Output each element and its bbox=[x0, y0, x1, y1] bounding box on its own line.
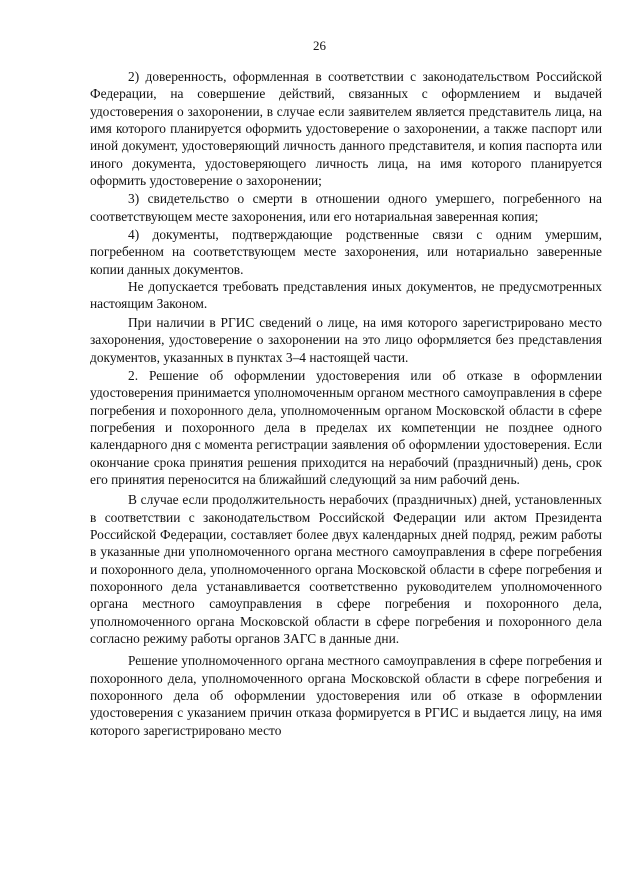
document-body bbox=[90, 68, 602, 739]
paragraph-decision-on-certificate: 2. Решение об оформлении удостоверения или об отказе в оформлении удостоверения принимается уполномоченным органом местного самоуправления в сфере погребения и похоронного дела, уполномоченным органом Московской области в сфере погребения и похоронного дела в пределах их компетенции не позднее одного календарного дня с момента регистрации заявления об оформлении удостоверения. Если окончание срока принятия решения приходится на нерабочий (праздничный) день, срок его принятия переносится на ближайший следующий за ним рабочий день. bbox=[90, 367, 602, 487]
paragraph-non-working-days: В случае если продолжительность нерабочих (праздничных) дней, установленных в соответствии с законодательством Российской Федерации или актом Президента Российской Федерации, составляет более двух календарных дней подряд, режим работы в указанные дни уполномоченного органа местного самоуправления в сфере погребения и похоронного дела, уполномоченного органа Московской области в сфере погребения и похоронного дела устанавливается соответственно руководителем уполномоченного органа местного самоуправления в сфере погребения и похоронного дела, уполномоченного органа Московской области в сфере погребения и похоронного дела согласно режиму работы органов ЗАГС в данные дни. bbox=[90, 492, 602, 646]
paragraph-rgis-registered-person: При наличии в РГИС сведений о лице, на имя которого зарегистрировано место захоронения, удостоверение о захоронении на это лицо оформляется без представления документов, указанных в пунктах 3–4 настоящей части. bbox=[90, 314, 602, 365]
paragraph-decision-issuance: Решение уполномоченного органа местного самоуправления в сфере погребения и похоронного дела, уполномоченного органа Московской области в сфере погребения и похоронного дела об оформлении удостоверения или об отказе в оформлении удостоверения с указанием причин отказа формируется в РГИС и выдается лицу, на имя которого зарегистрировано место bbox=[90, 653, 602, 738]
paragraph-kinship-documents: 4) документы, подтверждающие родственные связи с одним умершим, погребенном на соответствующем месте захоронения, или нотариально заверенные копии данных документов. bbox=[90, 227, 602, 277]
paragraph-death-certificate: 3) свидетельство о смерти в отношении одного умершего, погребенного на соответствующем месте захоронения, или его нотариальная заверенная копия; bbox=[90, 191, 602, 224]
page-number: 26 bbox=[313, 38, 326, 53]
paragraph-power-of-attorney: 2) доверенность, оформленная в соответствии с законодательством Российской Федерации, на совершение действий, связанных с оформлением и выдачей удостоверения о захоронении, в случае если заявителем является представитель лица, на имя которого планируется оформить удостоверение о захоронении, а также паспорт или иной документ, удостоверяющий личность данного представителя, и копия паспорта или иного документа, удостоверяющего личность лица, на имя которого планируется оформить удостоверение о захоронении; bbox=[90, 69, 602, 189]
paragraph-no-other-documents: Не допускается требовать представления иных документов, не предусмотренных настоящим Законом. bbox=[90, 279, 602, 312]
